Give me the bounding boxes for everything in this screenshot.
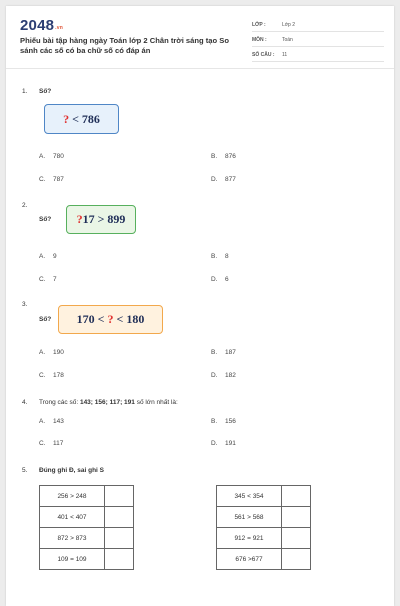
question-2-expression xyxy=(66,205,136,234)
option-value: 187 xyxy=(225,349,236,356)
meta-value: 11 xyxy=(282,51,288,58)
header xyxy=(6,6,394,69)
unknown-mark: ? xyxy=(76,212,83,226)
question-1-option-d[interactable] xyxy=(211,176,236,183)
option-letter: B. xyxy=(211,153,218,160)
question-1-option-a[interactable] xyxy=(39,153,64,160)
question-3-expression xyxy=(58,305,163,334)
option-letter: D. xyxy=(211,276,218,283)
question-5-number: 5. xyxy=(22,467,28,474)
meta-count xyxy=(252,48,384,62)
expression-text: 170 < xyxy=(76,312,108,326)
answer-cell[interactable] xyxy=(105,549,134,570)
option-letter: C. xyxy=(39,372,46,379)
worksheet xyxy=(6,6,394,606)
table-row xyxy=(217,486,311,507)
question-1-number: 1. xyxy=(22,88,28,95)
table-row xyxy=(40,528,134,549)
question-3-option-a[interactable] xyxy=(39,349,64,356)
unknown-mark: ? xyxy=(63,111,70,126)
meta-label: LỚP : xyxy=(252,21,266,28)
option-letter: D. xyxy=(211,176,218,183)
page-title: Phiếu bài tập hàng ngày Toán lớp 2 Chân trời sáng tạo So sánh các số có ba chữ số có đáp án xyxy=(20,36,229,55)
option-value: 182 xyxy=(225,372,236,379)
option-letter: A. xyxy=(39,253,46,260)
expression-text: 17 > 899 xyxy=(82,212,126,226)
option-value: 6 xyxy=(225,276,229,283)
question-4-number: 4. xyxy=(22,399,28,406)
meta-subject xyxy=(252,33,384,47)
question-2-option-b[interactable] xyxy=(211,253,229,260)
meta-value: Toán xyxy=(282,36,293,43)
question-5-text: Đúng ghi Đ, sai ghi S xyxy=(39,467,104,474)
table-row xyxy=(40,486,134,507)
table-row xyxy=(40,549,134,570)
option-letter: C. xyxy=(39,440,46,447)
logo[interactable] xyxy=(20,17,63,34)
expression-text: < 180 xyxy=(113,312,145,326)
option-value: 156 xyxy=(225,418,236,425)
option-letter: D. xyxy=(211,372,218,379)
question-4-option-d[interactable] xyxy=(211,440,236,447)
expression-cell: 345 < 354 xyxy=(217,486,282,507)
question-3-text: Số? xyxy=(39,316,52,323)
option-letter: A. xyxy=(39,153,46,160)
expression-text: < 786 xyxy=(69,111,100,126)
table-row xyxy=(40,507,134,528)
answer-cell[interactable] xyxy=(105,486,134,507)
question-3-number: 3. xyxy=(22,301,28,308)
question-4-option-c[interactable] xyxy=(39,440,63,447)
question-text-part: Trong các số: xyxy=(39,399,80,406)
expression-cell: 561 > 568 xyxy=(217,507,282,528)
option-value: 780 xyxy=(53,153,64,160)
table-row xyxy=(217,507,311,528)
option-value: 9 xyxy=(53,253,57,260)
table-row xyxy=(217,528,311,549)
question-text-part: số lớn nhất là: xyxy=(134,399,178,406)
option-letter: A. xyxy=(39,418,46,425)
option-value: 7 xyxy=(53,276,57,283)
unknown-mark: ? xyxy=(107,312,114,326)
question-2-number: 2. xyxy=(22,202,28,209)
question-2-option-c[interactable] xyxy=(39,276,57,283)
answer-cell[interactable] xyxy=(105,528,134,549)
expression-cell: 256 > 248 xyxy=(40,486,105,507)
true-false-table-left xyxy=(39,485,134,570)
answer-cell[interactable] xyxy=(282,486,311,507)
true-false-table-right xyxy=(216,485,311,570)
option-value: 143 xyxy=(53,418,64,425)
option-letter: A. xyxy=(39,349,46,356)
expression-cell: 109 = 109 xyxy=(40,549,105,570)
logo-domain: .vn xyxy=(55,25,63,31)
option-value: 877 xyxy=(225,176,236,183)
meta-info xyxy=(252,18,384,63)
question-1-option-c[interactable] xyxy=(39,176,64,183)
meta-label: SỐ CÂU : xyxy=(252,51,275,58)
question-3-option-d[interactable] xyxy=(211,372,236,379)
answer-cell[interactable] xyxy=(105,507,134,528)
option-value: 178 xyxy=(53,372,64,379)
option-letter: B. xyxy=(211,349,218,356)
question-4-option-b[interactable] xyxy=(211,418,236,425)
option-letter: C. xyxy=(39,176,46,183)
question-1-expression xyxy=(44,104,119,134)
option-value: 190 xyxy=(53,349,64,356)
answer-cell[interactable] xyxy=(282,549,311,570)
option-value: 191 xyxy=(225,440,236,447)
option-value: 876 xyxy=(225,153,236,160)
question-1-option-b[interactable] xyxy=(211,153,236,160)
question-2-text: Số? xyxy=(39,216,52,223)
table-row xyxy=(217,549,311,570)
option-value: 117 xyxy=(53,440,64,447)
question-3-option-c[interactable] xyxy=(39,372,64,379)
option-letter: B. xyxy=(211,253,218,260)
question-4-option-a[interactable] xyxy=(39,418,64,425)
answer-cell[interactable] xyxy=(282,528,311,549)
expression-cell: 676 >677 xyxy=(217,549,282,570)
expression-cell: 912 = 921 xyxy=(217,528,282,549)
option-value: 8 xyxy=(225,253,229,260)
question-2-option-a[interactable] xyxy=(39,253,57,260)
question-1-text: Số? xyxy=(39,88,52,95)
option-letter: C. xyxy=(39,276,46,283)
meta-label: MÔN : xyxy=(252,36,267,43)
question-3-option-b[interactable] xyxy=(211,349,236,356)
question-2-option-d[interactable] xyxy=(211,276,229,283)
meta-value: Lớp 2 xyxy=(282,21,296,28)
answer-cell[interactable] xyxy=(282,507,311,528)
meta-grade xyxy=(252,18,384,32)
question-numbers: 143; 156; 117; 191 xyxy=(79,399,135,406)
option-value: 787 xyxy=(53,176,64,183)
expression-cell: 401 < 407 xyxy=(40,507,105,528)
expression-cell: 872 > 873 xyxy=(40,528,105,549)
logo-text: 2048 xyxy=(20,17,55,34)
option-letter: D. xyxy=(211,440,218,447)
question-4-text xyxy=(39,399,178,406)
option-letter: B. xyxy=(211,418,218,425)
